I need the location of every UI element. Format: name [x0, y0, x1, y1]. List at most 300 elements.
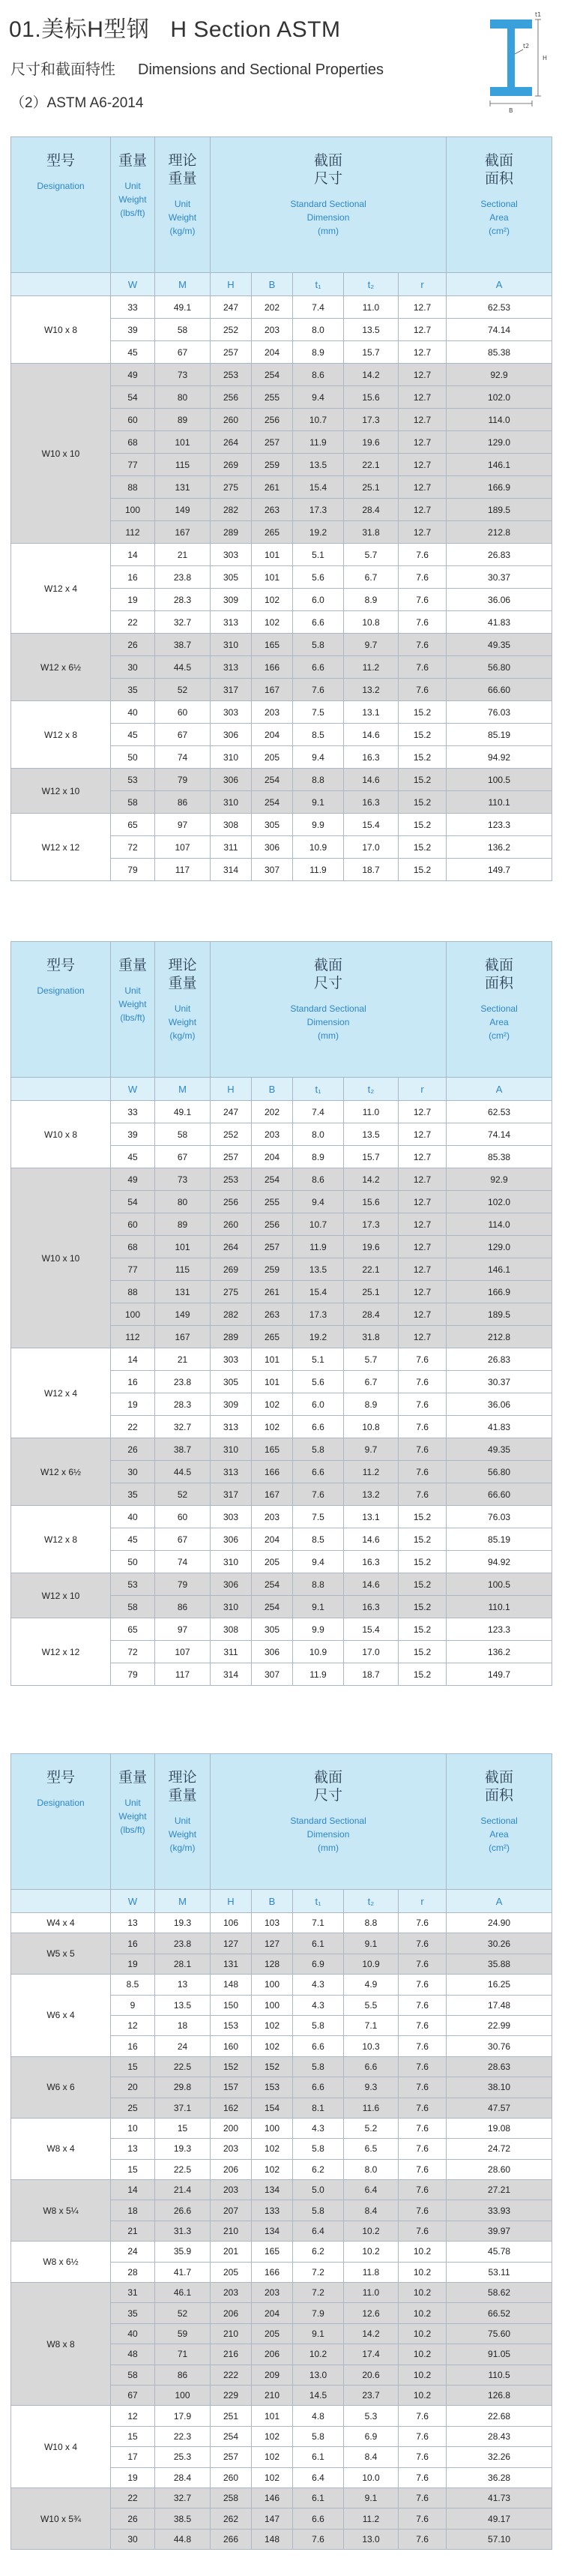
value-cell: 6.6: [344, 2056, 399, 2077]
value-cell: 133: [252, 2200, 293, 2221]
value-cell: 14: [111, 544, 155, 566]
value-cell: 8.6: [293, 364, 344, 386]
designation-cell: W8 x 4: [11, 2118, 111, 2179]
value-cell: 17.0: [344, 836, 399, 859]
value-cell: 39: [111, 319, 155, 341]
subtitle-cn: 尺寸和截面特性: [10, 61, 115, 78]
value-cell: 76.03: [447, 1506, 552, 1528]
value-cell: 54: [111, 1191, 155, 1213]
value-cell: 204: [252, 1528, 293, 1551]
designation-cell: W5 x 5: [11, 1933, 111, 1975]
value-cell: 7.6: [399, 1438, 447, 1461]
col-label-cn: 重量: [118, 153, 147, 169]
value-cell: 102: [252, 1393, 293, 1416]
value-cell: 26: [111, 1438, 155, 1461]
value-cell: 85.38: [447, 341, 552, 364]
value-cell: 15: [111, 2159, 155, 2179]
value-cell: 200: [211, 2118, 252, 2138]
value-cell: 251: [211, 2406, 252, 2426]
value-cell: 15: [155, 2118, 211, 2138]
diagram-label-h: H: [543, 55, 548, 61]
value-cell: 49.35: [447, 1438, 552, 1461]
col-label-cn: 理论 重量: [168, 153, 197, 187]
designation-cell: W12 x 10: [11, 1573, 111, 1618]
value-cell: 303: [211, 701, 252, 724]
value-cell: 23.8: [155, 1371, 211, 1393]
value-cell: 13.0: [293, 2365, 344, 2385]
value-cell: 253: [211, 1168, 252, 1191]
value-cell: 17: [111, 2447, 155, 2467]
value-cell: 11.9: [293, 859, 344, 881]
value-cell: 60: [155, 1506, 211, 1528]
value-cell: 6.1: [293, 1933, 344, 1954]
value-cell: 49.1: [155, 296, 211, 319]
value-cell: 203: [252, 701, 293, 724]
value-cell: 153: [252, 2077, 293, 2098]
value-cell: 206: [211, 2159, 252, 2179]
designation-cell: W10 x 5¾: [11, 2488, 111, 2549]
table-row: [11, 1101, 552, 1123]
standard-label: （2）ASTM A6-2014: [10, 95, 144, 111]
value-cell: 5.8: [293, 2200, 344, 2221]
value-cell: 6.9: [293, 1954, 344, 1974]
value-cell: 266: [211, 2529, 252, 2549]
value-cell: 9.4: [293, 746, 344, 769]
value-cell: 101: [155, 1236, 211, 1258]
value-cell: 310: [211, 791, 252, 814]
value-cell: 14.6: [344, 724, 399, 746]
value-cell: 7.6: [399, 1975, 447, 1995]
value-cell: 13.0: [344, 2529, 399, 2549]
value-cell: 10.9: [293, 1641, 344, 1663]
value-cell: 14.6: [344, 1573, 399, 1596]
value-cell: 6.5: [344, 2139, 399, 2159]
value-cell: 9.3: [344, 2077, 399, 2098]
value-cell: 117: [155, 1663, 211, 1686]
value-cell: 7.6: [399, 566, 447, 589]
value-cell: 15.2: [399, 1528, 447, 1551]
value-cell: 9.4: [293, 386, 344, 409]
value-cell: 127: [252, 1933, 293, 1954]
value-cell: 22.99: [447, 2015, 552, 2035]
designation-cell: W12 x 10: [11, 769, 111, 814]
value-cell: 257: [252, 1236, 293, 1258]
value-cell: 30.26: [447, 1933, 552, 1954]
value-cell: 258: [211, 2488, 252, 2508]
table-row: [11, 296, 552, 319]
value-cell: 17.3: [344, 1213, 399, 1236]
value-cell: 107: [155, 836, 211, 859]
value-cell: 310: [211, 634, 252, 656]
designation-cell: W10 x 4: [11, 2406, 111, 2488]
value-cell: 311: [211, 1641, 252, 1663]
value-cell: 202: [252, 296, 293, 319]
value-cell: 261: [252, 1281, 293, 1303]
value-cell: 254: [211, 2426, 252, 2446]
value-cell: 305: [211, 566, 252, 589]
value-cell: 254: [252, 769, 293, 791]
value-cell: 265: [252, 1326, 293, 1348]
value-cell: 30: [111, 656, 155, 679]
designation-cell: W6 x 6: [11, 2056, 111, 2118]
value-cell: 22: [111, 611, 155, 634]
value-cell: 260: [211, 409, 252, 431]
value-cell: 255: [252, 1191, 293, 1213]
value-cell: 7.6: [399, 2488, 447, 2508]
value-cell: 167: [155, 1326, 211, 1348]
value-cell: 74: [155, 746, 211, 769]
section-table-3: [10, 1753, 552, 2550]
value-cell: 303: [211, 544, 252, 566]
value-cell: 306: [211, 1573, 252, 1596]
value-cell: 282: [211, 1303, 252, 1326]
value-cell: 8.5: [293, 1528, 344, 1551]
col-label-cn: 截面 面积: [485, 958, 514, 991]
value-cell: 306: [252, 1641, 293, 1663]
value-cell: 19: [111, 2467, 155, 2488]
value-cell: 112: [111, 1326, 155, 1348]
value-cell: 275: [211, 476, 252, 499]
value-cell: 166.9: [447, 1281, 552, 1303]
value-cell: 15.2: [399, 746, 447, 769]
value-cell: 32.26: [447, 2447, 552, 2467]
value-cell: 260: [211, 2467, 252, 2488]
value-cell: 41.83: [447, 1416, 552, 1438]
value-cell: 52: [155, 2303, 211, 2323]
value-cell: 92.9: [447, 1168, 552, 1191]
value-cell: 48: [111, 2344, 155, 2365]
table-row: [11, 1168, 552, 1191]
value-cell: 31.8: [344, 1326, 399, 1348]
col-label-cn: 截面 尺寸: [314, 153, 343, 187]
value-cell: 264: [211, 431, 252, 454]
value-cell: 28.60: [447, 2159, 552, 2179]
col-label-en: Sectional Area (cm²): [480, 1816, 518, 1853]
designation-cell: W6 x 4: [11, 1975, 111, 2057]
value-cell: 52: [155, 1483, 211, 1506]
value-cell: 4.8: [293, 2406, 344, 2426]
symbol-a: A: [447, 1078, 552, 1101]
value-cell: 54: [111, 386, 155, 409]
value-cell: 12: [111, 2406, 155, 2426]
value-cell: 303: [211, 1348, 252, 1371]
value-cell: 12.7: [399, 1258, 447, 1281]
col-label-en: Designation: [37, 985, 85, 996]
designation-cell: W12 x 4: [11, 544, 111, 634]
value-cell: 10.8: [344, 1416, 399, 1438]
symbol-blank: [11, 1890, 111, 1913]
symbol-row: [11, 273, 552, 296]
value-cell: 6.0: [293, 589, 344, 611]
value-cell: 7.6: [399, 2467, 447, 2488]
value-cell: 9.9: [293, 1618, 344, 1641]
value-cell: 13.1: [344, 701, 399, 724]
value-cell: 7.6: [399, 1416, 447, 1438]
value-cell: 10.2: [293, 2344, 344, 2365]
value-cell: 157: [211, 2077, 252, 2098]
value-cell: 65: [111, 814, 155, 836]
col-label-cn: 重量: [118, 958, 147, 973]
value-cell: 14.6: [344, 1528, 399, 1551]
value-cell: 36.06: [447, 1393, 552, 1416]
value-cell: 44.8: [155, 2529, 211, 2549]
value-cell: 97: [155, 814, 211, 836]
value-cell: 303: [211, 1506, 252, 1528]
table-row: [11, 634, 552, 656]
value-cell: 6.6: [293, 2036, 344, 2056]
value-cell: 8.5: [111, 1975, 155, 1995]
value-cell: 9.1: [293, 2323, 344, 2344]
value-cell: 8.0: [293, 1123, 344, 1146]
value-cell: 6.0: [293, 1393, 344, 1416]
col-label-cn: 截面 面积: [485, 1770, 514, 1804]
value-cell: 8.8: [293, 1573, 344, 1596]
value-cell: 160: [211, 2036, 252, 2056]
designation-cell: W12 x 6½: [11, 634, 111, 701]
value-cell: 40: [111, 1506, 155, 1528]
value-cell: 22.3: [155, 2426, 211, 2446]
value-cell: 38.10: [447, 2077, 552, 2098]
value-cell: 86: [155, 791, 211, 814]
value-cell: 12.7: [399, 1168, 447, 1191]
value-cell: 7.6: [399, 1913, 447, 1933]
value-cell: 15.2: [399, 1618, 447, 1641]
value-cell: 128: [252, 1954, 293, 1974]
value-cell: 14.6: [344, 769, 399, 791]
value-cell: 11.9: [293, 1236, 344, 1258]
value-cell: 313: [211, 1416, 252, 1438]
value-cell: 126.8: [447, 2385, 552, 2405]
value-cell: 310: [211, 1596, 252, 1618]
value-cell: 146: [252, 2488, 293, 2508]
value-cell: 309: [211, 1393, 252, 1416]
value-cell: 45: [111, 724, 155, 746]
value-cell: 39: [111, 1123, 155, 1146]
value-cell: 7.6: [399, 2015, 447, 2035]
value-cell: 40: [111, 2323, 155, 2344]
value-cell: 222: [211, 2365, 252, 2385]
value-cell: 309: [211, 589, 252, 611]
value-cell: 35: [111, 679, 155, 701]
value-cell: 261: [252, 476, 293, 499]
symbol-m: M: [155, 1078, 211, 1101]
col-label-en: Standard Sectional Dimension (mm): [290, 199, 366, 236]
value-cell: 50: [111, 746, 155, 769]
value-cell: 56.80: [447, 1461, 552, 1483]
col-dimension: [211, 942, 447, 1078]
value-cell: 29.8: [155, 2077, 211, 2098]
value-cell: 86: [155, 2365, 211, 2385]
value-cell: 11.0: [344, 296, 399, 319]
header-row: [11, 942, 552, 1078]
value-cell: 26.83: [447, 1348, 552, 1371]
value-cell: 7.2: [293, 2262, 344, 2282]
value-cell: 12.7: [399, 1191, 447, 1213]
value-cell: 41.83: [447, 611, 552, 634]
value-cell: 14: [111, 1348, 155, 1371]
value-cell: 62.53: [447, 1101, 552, 1123]
value-cell: 16.25: [447, 1975, 552, 1995]
value-cell: 317: [211, 1483, 252, 1506]
value-cell: 7.9: [293, 2303, 344, 2323]
value-cell: 10: [111, 2118, 155, 2138]
value-cell: 306: [211, 724, 252, 746]
value-cell: 15.2: [399, 836, 447, 859]
value-cell: 314: [211, 1663, 252, 1686]
value-cell: 15.2: [399, 769, 447, 791]
value-cell: 7.6: [399, 1348, 447, 1371]
value-cell: 58.62: [447, 2283, 552, 2303]
value-cell: 17.0: [344, 1641, 399, 1663]
value-cell: 13.5: [344, 319, 399, 341]
value-cell: 5.6: [293, 1371, 344, 1393]
value-cell: 289: [211, 1326, 252, 1348]
value-cell: 10.0: [344, 2467, 399, 2488]
value-cell: 100: [252, 1995, 293, 2015]
value-cell: 39.97: [447, 2221, 552, 2241]
value-cell: 102: [252, 2036, 293, 2056]
value-cell: 257: [252, 431, 293, 454]
value-cell: 101: [252, 566, 293, 589]
value-cell: 131: [155, 1281, 211, 1303]
symbol-w: W: [111, 1890, 155, 1913]
value-cell: 102: [252, 2447, 293, 2467]
value-cell: 33.93: [447, 2200, 552, 2221]
value-cell: 25.1: [344, 476, 399, 499]
page-subtitle: [10, 57, 384, 79]
value-cell: 16: [111, 1933, 155, 1954]
value-cell: 36.28: [447, 2467, 552, 2488]
value-cell: 27.21: [447, 2180, 552, 2200]
value-cell: 8.9: [293, 1146, 344, 1168]
value-cell: 16.3: [344, 746, 399, 769]
value-cell: 53: [111, 769, 155, 791]
value-cell: 7.6: [399, 1483, 447, 1506]
value-cell: 45.78: [447, 2242, 552, 2262]
value-cell: 15.2: [399, 1663, 447, 1686]
value-cell: 21: [111, 2221, 155, 2241]
col-label-cn: 理论 重量: [168, 958, 197, 991]
value-cell: 15.2: [399, 1596, 447, 1618]
table-row: [11, 364, 552, 386]
value-cell: 115: [155, 454, 211, 476]
col-label-cn: 截面 面积: [485, 153, 514, 187]
value-cell: 148: [252, 2529, 293, 2549]
value-cell: 66.60: [447, 679, 552, 701]
value-cell: 33: [111, 296, 155, 319]
symbol-t1: t₁: [293, 1078, 344, 1101]
value-cell: 62.53: [447, 296, 552, 319]
value-cell: 13: [111, 2139, 155, 2159]
value-cell: 7.6: [399, 2509, 447, 2529]
value-cell: 257: [211, 2447, 252, 2467]
value-cell: 102: [252, 589, 293, 611]
value-cell: 25.3: [155, 2447, 211, 2467]
value-cell: 136.2: [447, 836, 552, 859]
value-cell: 14.2: [344, 2323, 399, 2344]
value-cell: 16: [111, 1371, 155, 1393]
value-cell: 73: [155, 1168, 211, 1191]
value-cell: 79: [111, 1663, 155, 1686]
value-cell: 306: [252, 836, 293, 859]
value-cell: 8.9: [293, 341, 344, 364]
value-cell: 32.7: [155, 611, 211, 634]
designation-cell: W12 x 12: [11, 814, 111, 881]
value-cell: 102: [252, 2139, 293, 2159]
value-cell: 28.63: [447, 2056, 552, 2077]
value-cell: 259: [252, 454, 293, 476]
value-cell: 5.5: [344, 1995, 399, 2015]
value-cell: 26.83: [447, 544, 552, 566]
value-cell: 308: [211, 814, 252, 836]
table-row: [11, 1506, 552, 1528]
value-cell: 100.5: [447, 769, 552, 791]
value-cell: 89: [155, 409, 211, 431]
value-cell: 12.7: [399, 499, 447, 521]
value-cell: 7.6: [399, 2159, 447, 2179]
value-cell: 100: [252, 2118, 293, 2138]
value-cell: 206: [252, 2344, 293, 2365]
value-cell: 30: [111, 1461, 155, 1483]
value-cell: 102: [252, 2426, 293, 2446]
value-cell: 18.7: [344, 859, 399, 881]
value-cell: 229: [211, 2385, 252, 2405]
value-cell: 79: [111, 859, 155, 881]
value-cell: 58: [155, 319, 211, 341]
value-cell: 256: [252, 1213, 293, 1236]
value-cell: 101: [155, 431, 211, 454]
value-cell: 77: [111, 454, 155, 476]
value-cell: 7.6: [399, 1933, 447, 1954]
value-cell: 80: [155, 386, 211, 409]
value-cell: 289: [211, 521, 252, 544]
value-cell: 7.6: [399, 2180, 447, 2200]
value-cell: 5.8: [293, 2139, 344, 2159]
designation-cell: W10 x 8: [11, 296, 111, 364]
symbol-blank: [11, 273, 111, 296]
value-cell: 13.1: [344, 1506, 399, 1528]
table-row: [11, 769, 552, 791]
value-cell: 313: [211, 656, 252, 679]
value-cell: 46.1: [155, 2283, 211, 2303]
value-cell: 131: [155, 476, 211, 499]
value-cell: 9.4: [293, 1551, 344, 1573]
value-cell: 60: [155, 701, 211, 724]
symbol-b: B: [252, 1078, 293, 1101]
value-cell: 10.2: [399, 2242, 447, 2262]
value-cell: 38.7: [155, 1438, 211, 1461]
value-cell: 7.6: [293, 2529, 344, 2549]
col-area: [447, 1754, 552, 1890]
table-row: [11, 1348, 552, 1371]
value-cell: 210: [211, 2221, 252, 2241]
value-cell: 14.2: [344, 364, 399, 386]
col-label-en: Unit Weight (lbs/ft): [118, 181, 147, 218]
value-cell: 152: [252, 2056, 293, 2077]
col-label-en: Unit Weight (lbs/ft): [118, 1798, 147, 1835]
value-cell: 21: [155, 544, 211, 566]
value-cell: 6.4: [293, 2221, 344, 2241]
value-cell: 91.05: [447, 2344, 552, 2365]
value-cell: 25.1: [344, 1281, 399, 1303]
value-cell: 25: [111, 2098, 155, 2118]
value-cell: 314: [211, 859, 252, 881]
value-cell: 7.6: [399, 2077, 447, 2098]
value-cell: 115: [155, 1258, 211, 1281]
value-cell: 5.6: [293, 566, 344, 589]
symbol-m: M: [155, 273, 211, 296]
value-cell: 58: [111, 791, 155, 814]
